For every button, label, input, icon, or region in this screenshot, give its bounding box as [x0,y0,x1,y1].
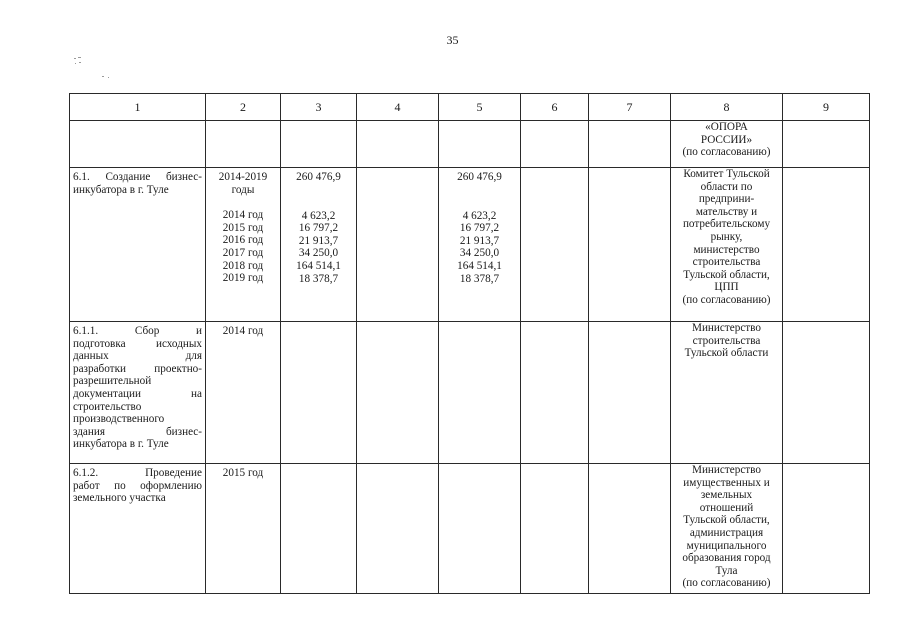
cell-empty [439,464,521,594]
funding-total-value: 260 476,9 [296,171,341,183]
cell-empty [357,464,439,594]
responsible-cell: Министерство строительства Тульской области [671,322,783,464]
measure-name-line: инкубатора в г. Туле [73,438,169,451]
funding-source-cell [439,168,521,322]
period-years: 2014 год 2015 год 2016 год 2017 год 2018 год 2019 год [222,209,264,285]
cell-empty [281,121,357,168]
measure-name-line: производственного [73,413,165,426]
cell-empty [521,168,589,322]
measure-name-line: здания бизнес- [73,425,202,438]
measure-name-line: подготовка исходных [73,337,202,350]
measure-name-line: разработки проектно- [73,362,202,375]
funding-total-cell [281,168,357,322]
cell-empty [439,322,521,464]
funding-yearly-values: 4 623,2 16 797,2 21 913,7 34 250,0 164 514,1 18 378,7 [296,209,341,285]
table-row-6-1-2 [70,464,870,594]
header-cell-2: 2 [206,94,281,121]
cell-empty [521,322,589,464]
cell-empty [281,464,357,594]
responsible-cell: «ОПОРА РОССИИ» (по согласованию) [671,121,783,168]
measure-name-line: инкубатора в г. Туле [73,183,169,196]
cell-empty [589,121,671,168]
table-row-6-1-1 [70,322,870,464]
cell-empty [589,464,671,594]
cell-empty [521,121,589,168]
cell-empty [206,121,281,168]
funding-source-values: 4 623,2 16 797,2 21 913,7 34 250,0 164 514,1 18 378,7 [457,209,502,285]
cell-empty [783,121,870,168]
header-cell-3: 3 [281,94,357,121]
measure-name-line: работ по оформлению [73,479,202,492]
header-cell-6: 6 [521,94,589,121]
page-number: 35 [446,33,459,47]
header-row [70,94,870,121]
cell-empty [783,322,870,464]
cell-empty [357,121,439,168]
cell-empty [70,121,206,168]
header-cell-1: 1 [70,94,206,121]
header-cell-8: 8 [671,94,783,121]
measure-name-line: земельного участка [73,492,166,505]
period-cell [206,168,281,322]
cell-empty [357,168,439,322]
responsible-cell: Комитет Тульской области по предприни- мательству и потребительскому рынку, министерство строительства Тульской области, ЦПП (по согласованию) [671,168,783,322]
measure-name-cell [70,322,206,464]
cell-empty [281,322,357,464]
header-cell-5: 5 [439,94,521,121]
header-cell-4: 4 [357,94,439,121]
table-row-6-1 [70,168,870,322]
cell-empty [521,464,589,594]
measure-name-line: 6.1. Создание бизнес- [73,171,202,183]
cell-empty [783,464,870,594]
cell-empty [783,168,870,322]
cell-empty [357,322,439,464]
plan-table [69,93,870,594]
table-row-opora [70,121,870,168]
period-cell: 2015 год [206,464,281,594]
period-total: 2014-2019 годы [218,171,268,196]
measure-name-line: данных для [73,350,202,363]
measure-name-line: документации на [73,387,202,400]
measure-name-line: строительство [73,400,142,413]
cell-empty [589,168,671,322]
measure-name-line: 6.1.1. Сбор и [73,325,202,337]
funding-source-total: 260 476,9 [457,171,502,183]
measure-name-cell [70,168,206,322]
cell-empty [439,121,521,168]
measure-name-cell [70,464,206,594]
scan-artifact [72,56,132,82]
header-cell-7: 7 [589,94,671,121]
cell-empty [589,322,671,464]
measure-name-line: разрешительной [73,375,152,388]
header-cell-9: 9 [783,94,870,121]
period-cell: 2014 год [206,322,281,464]
responsible-cell: Министерство имущественных и земельных отношений Тульской области, администрация муниципального образования город Тула (по согласованию) [671,464,783,594]
measure-name-line: 6.1.2. Проведение [73,467,202,479]
